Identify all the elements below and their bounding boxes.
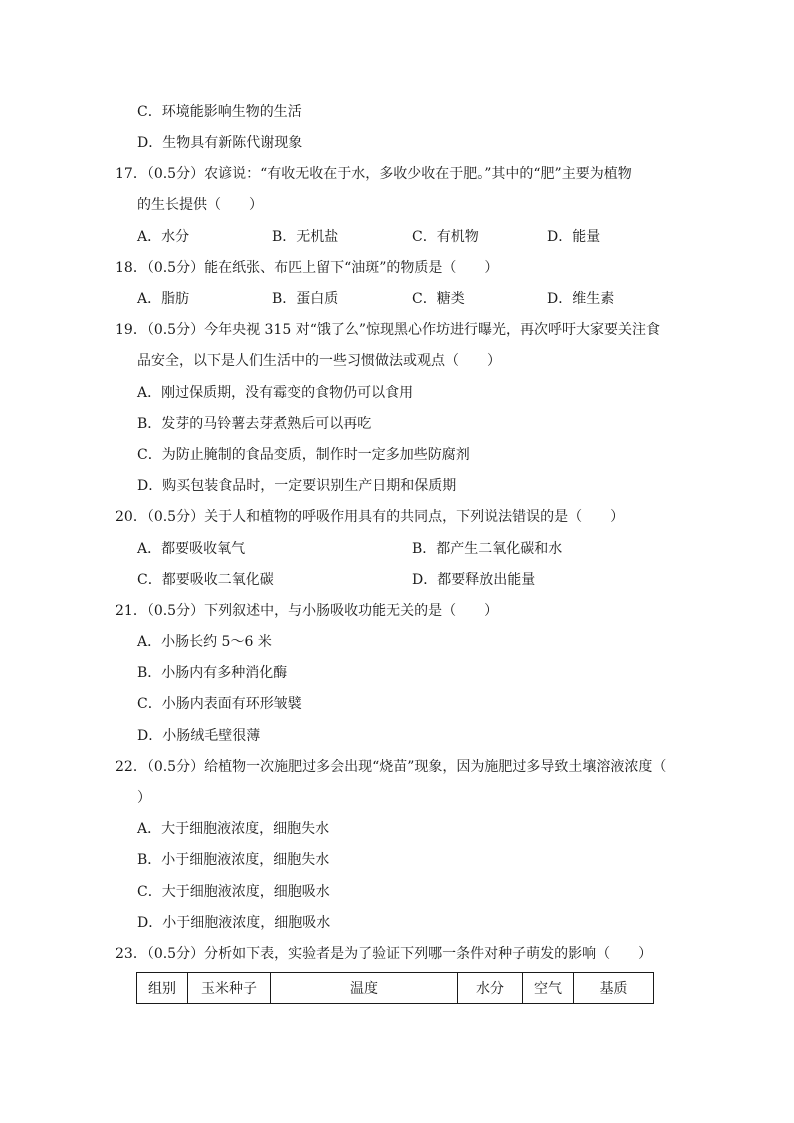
table-header-cell: 温度 (271, 973, 458, 1004)
q22-option-a: A．大于细胞液浓度，细胞失水 (137, 821, 330, 837)
table-header-cell: 组别 (137, 973, 188, 1004)
q19-stem: 19．（0.5分）今年央视 315 对“饿了么”惊现黑心作坊进行曝光，再次呼吁大家要关注食 (115, 322, 661, 338)
q20-option-b: B．都产生二氧化碳和水 (412, 541, 563, 557)
q16-option-c: C．环境能影响生物的生活 (137, 104, 302, 120)
q17-option-d: D．能量 (547, 229, 601, 245)
q19-option-c: C．为防止腌制的食品变质，制作时一定多加些防腐剂 (137, 447, 470, 463)
q17-stem: 17．（0.5分）农谚说：“有收无收在于水，多收少收在于肥。”其中的“肥”主要为植物 (115, 166, 632, 182)
table-header-row (137, 973, 654, 1004)
q18-option-c: C．糖类 (412, 291, 465, 307)
q19-option-b: B．发芽的马铃薯去芽煮熟后可以再吃 (137, 416, 372, 432)
table-header-cell: 基质 (574, 973, 654, 1004)
q21-option-b: B．小肠内有多种消化酶 (137, 665, 288, 681)
q22-stem: 22．（0.5分）给植物一次施肥过多会出现“烧苗”现象，因为施肥过多导致土壤溶液浓度（ (115, 759, 667, 775)
q22-option-d: D．小于细胞液浓度，细胞吸水 (137, 915, 331, 931)
q22-option-b: B．小于细胞液浓度，细胞失水 (137, 852, 330, 868)
q23-stem: 23．（0.5分）分析如下表，实验者是为了验证下列哪一条件对种子萌发的影响（ ） (115, 946, 653, 962)
q22-option-c: C．大于细胞液浓度，细胞吸水 (137, 884, 330, 900)
q20-option-c: C．都要吸收二氧化碳 (137, 572, 274, 588)
q17-option-b: B．无机盐 (272, 229, 339, 245)
q17-option-a: A．水分 (137, 229, 190, 245)
q19-option-a: A．刚过保质期，没有霉变的食物仍可以食用 (137, 385, 414, 401)
q21-option-d: D．小肠绒毛壁很薄 (137, 728, 261, 744)
q17-stem-cont: 的生长提供（ ） (137, 197, 263, 213)
q18-option-a: A．脂肪 (137, 291, 190, 307)
q21-stem: 21．（0.5分）下列叙述中，与小肠吸收功能无关的是（ ） (115, 603, 499, 619)
q22-stem-cont: ） (137, 790, 151, 806)
q18-option-d: D．维生素 (547, 291, 615, 307)
q18-stem: 18．（0.5分）能在纸张、布匹上留下“油斑”的物质是（ ） (115, 260, 499, 276)
q23-table (136, 972, 654, 1004)
q18-option-b: B．蛋白质 (272, 291, 339, 307)
table-header-cell: 玉米种子 (188, 973, 271, 1004)
q17-option-c: C．有机物 (412, 229, 479, 245)
q20-stem: 20．（0.5分）关于人和植物的呼吸作用具有的共同点，下列说法错误的是（ ） (115, 509, 625, 525)
table-header-cell: 水分 (458, 973, 523, 1004)
q21-option-c: C．小肠内表面有环形皱襞 (137, 696, 302, 712)
q19-stem-cont: 品安全，以下是人们生活中的一些习惯做法或观点（ ） (137, 353, 501, 369)
q19-option-d: D．购买包装食品时，一定要识别生产日期和保质期 (137, 478, 457, 494)
q20-option-d: D．都要释放出能量 (412, 572, 536, 588)
q20-option-a: A．都要吸收氧气 (137, 541, 246, 557)
table-header-cell: 空气 (523, 973, 574, 1004)
q16-option-d: D．生物具有新陈代谢现象 (137, 135, 303, 151)
q21-option-a: A．小肠长约 5～6 米 (137, 634, 272, 650)
